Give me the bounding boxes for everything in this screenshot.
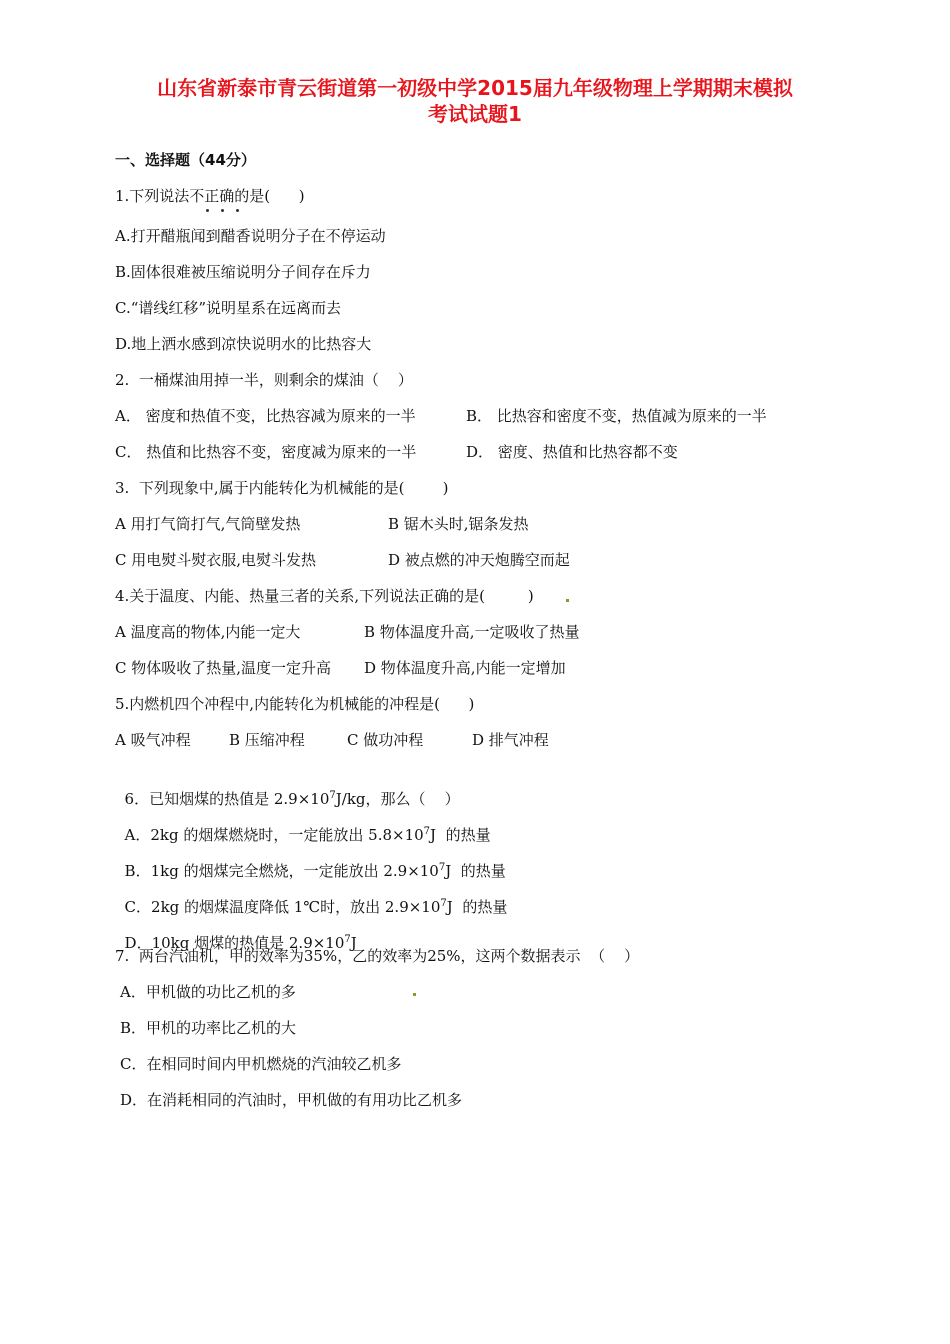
question-3-option-d: D 被点燃的冲天炮腾空而起: [388, 551, 570, 569]
question-4-option-a: A 温度高的物体,内能一定大: [115, 623, 301, 641]
question-3-option-b: B 锯木头时,锯条发热: [388, 515, 529, 533]
document-title-line1: 山东省新泰市青云街道第一初级中学2015届九年级物理上学期期末模拟: [157, 76, 793, 100]
question-2-option-b: B． 比热容和密度不变，热值减为原来的一半: [466, 407, 767, 425]
option-text: B．1kg 的烟煤完全燃烧，一定能放出 2.9×10: [124, 862, 439, 880]
emphasis-dot: [206, 209, 209, 212]
option-text-tail: J 的热量: [446, 898, 508, 916]
question-1-option-d: D.地上洒水感到凉快说明水的比热容大: [115, 335, 372, 353]
exponent: 7: [344, 934, 351, 945]
option-text-tail: J: [350, 934, 357, 952]
question-2-option-d: D． 密度、热值和比热容都不变: [466, 443, 678, 461]
question-2-stem: 2. 一桶煤油用掉一半，则剩余的煤油（ ）: [115, 371, 413, 389]
question-4-stem: 4.关于温度、内能、热量三者的关系,下列说法正确的是( ): [115, 587, 534, 605]
emphasis-dot: [221, 209, 224, 212]
question-3-stem: 3. 下列现象中,属于内能转化为机械能的是( ): [115, 479, 449, 497]
question-7-option-c: C．在相同时间内甲机燃烧的汽油较乙机多: [120, 1055, 402, 1073]
question-1-stem: 1.下列说法不正确的是( ): [115, 187, 305, 205]
question-5-option-d: D 排气冲程: [472, 731, 549, 749]
question-5-stem: 5.内燃机四个冲程中,内能转化为机械能的冲程是( ): [115, 695, 475, 713]
question-5-option-b: B 压缩冲程: [229, 731, 305, 749]
question-3-option-a: A 用打气筒打气,气筒壁发热: [115, 515, 301, 533]
option-text-tail: J 的热量: [445, 862, 506, 880]
question-2-option-a: A． 密度和热值不变，比热容减为原来的一半: [115, 407, 416, 425]
question-4-option-d: D 物体温度升高,内能一定增加: [364, 659, 566, 677]
exponent: 7: [440, 898, 447, 909]
question-4-option-c: C 物体吸收了热量,温度一定升高: [115, 659, 332, 677]
option-text: D．10kg 烟煤的热值是 2.9×10: [124, 934, 345, 952]
option-text: C．2kg 的烟煤温度降低 1℃时，放出 2.9×10: [124, 898, 441, 916]
exponent: 7: [438, 862, 446, 873]
question-6-stem-text-tail: J/kg，那么（ ）: [335, 790, 460, 808]
option-text: A．2kg 的烟煤燃烧时，一定能放出 5.8×10: [124, 826, 424, 844]
option-text-tail: J 的热量: [430, 826, 491, 844]
question-1-option-b: B.固体很难被压缩说明分子间存在斥力: [115, 263, 371, 281]
question-4-option-b: B 物体温度升高,一定吸收了热量: [364, 623, 580, 641]
question-2-option-c: C． 热值和比热容不变，密度减为原来的一半: [115, 443, 417, 461]
scan-speck: [566, 599, 569, 602]
question-1-option-a: A.打开醋瓶闻到醋香说明分子在不停运动: [115, 227, 386, 245]
question-6-stem-text: 6．已知烟煤的热值是 2.9×10: [124, 790, 330, 808]
emphasis-dot: [236, 209, 239, 212]
exponent: 7: [329, 790, 336, 801]
question-5-option-c: C 做功冲程: [347, 731, 424, 749]
question-5-option-a: A 吸气冲程: [115, 731, 191, 749]
document-title-line2: 考试试题1: [428, 102, 522, 126]
question-1-option-c: C.“谱线红移”说明星系在远离而去: [115, 299, 342, 317]
question-7-stem: 7. 两台汽油机，甲的效率为35%，乙的效率为25%，这两个数据表示 （ ）: [115, 947, 640, 965]
question-7-option-d: D．在消耗相同的汽油时，甲机做的有用功比乙机多: [120, 1091, 463, 1109]
question-7-option-b: B．甲机的功率比乙机的大: [120, 1019, 297, 1037]
section-heading-choice: 一、选择题（44分）: [115, 151, 256, 169]
question-7-option-a: A．甲机做的功比乙机的多: [120, 983, 296, 1001]
exponent: 7: [423, 826, 431, 837]
scan-speck: [413, 993, 416, 996]
question-3-option-c: C 用电熨斗熨衣服,电熨斗发热: [115, 551, 317, 569]
